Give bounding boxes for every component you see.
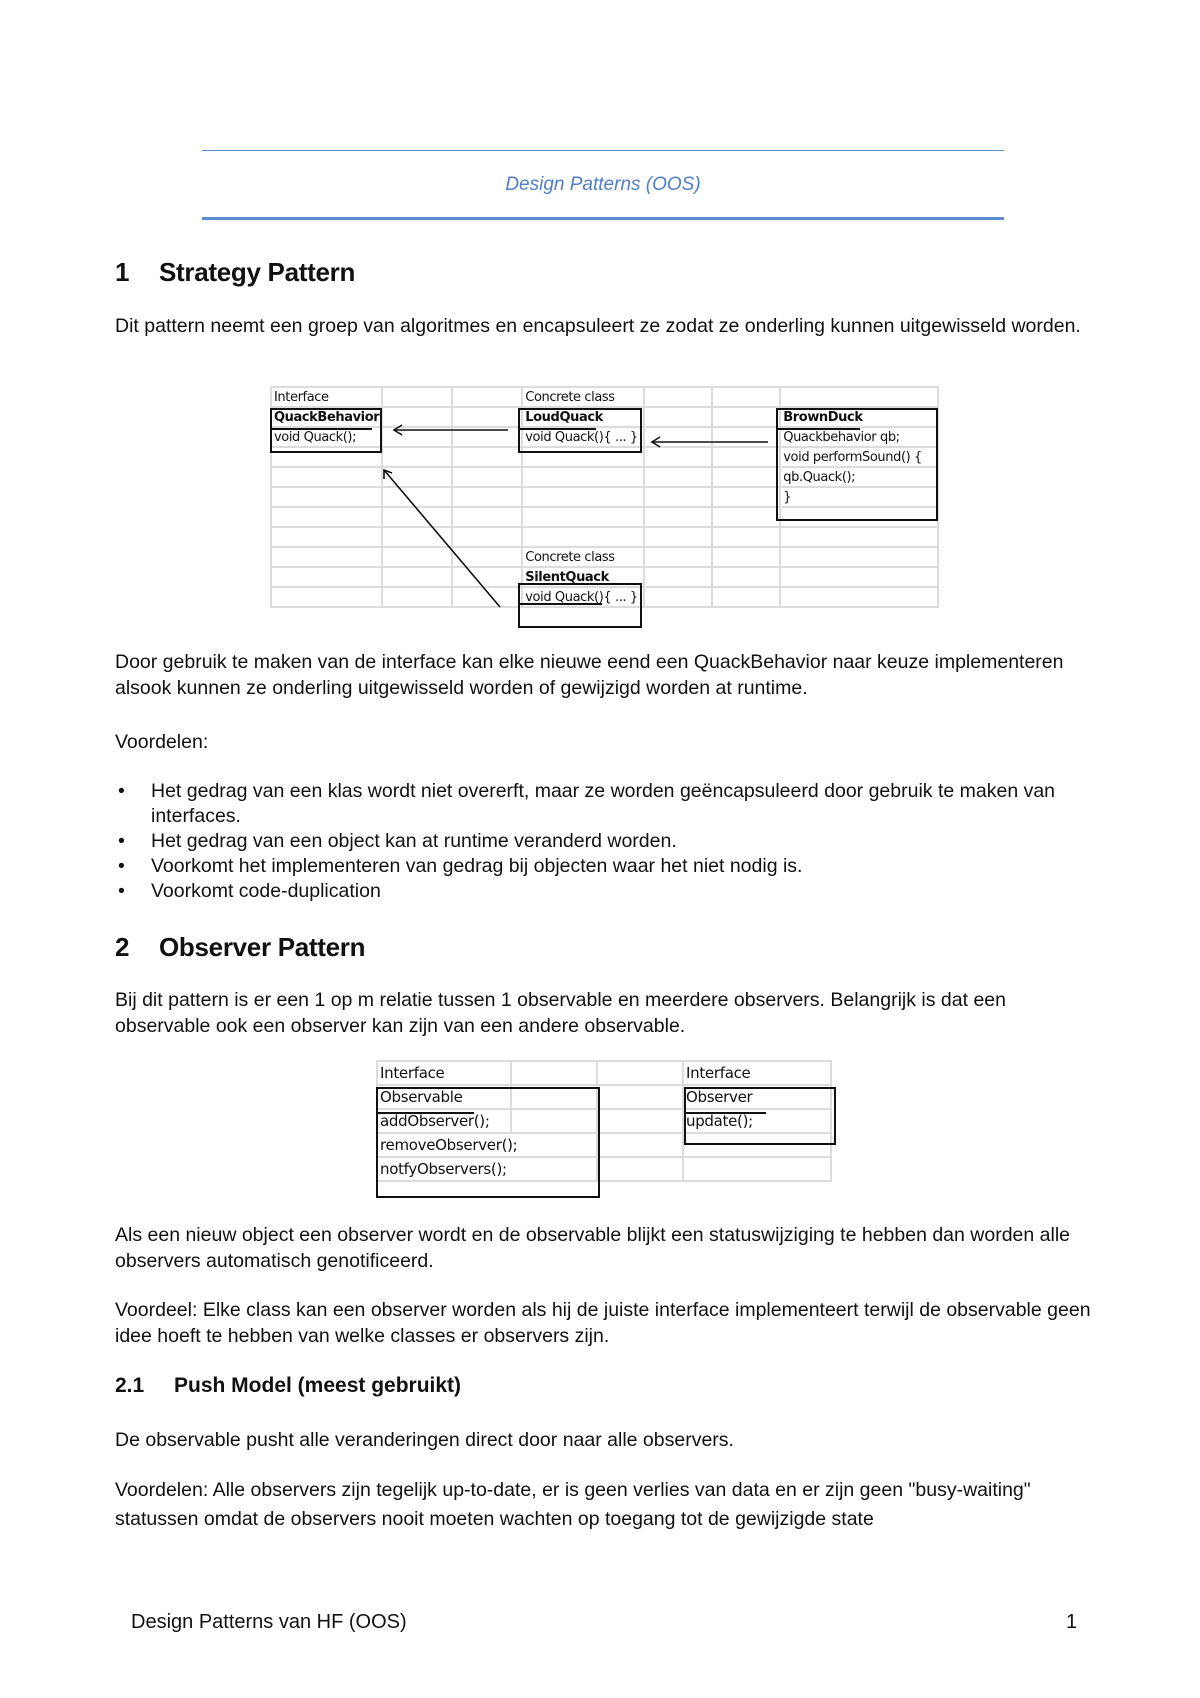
loudquack-label: Concrete class [522, 387, 644, 407]
header-rule-top [202, 150, 1004, 151]
bullet-icon: • [118, 855, 125, 877]
list-item: • Het gedrag van een object kan at runtime veranderd worden. [118, 830, 677, 852]
observable-method: notfyObservers(); [377, 1157, 597, 1181]
observer-method: update(); [683, 1109, 831, 1133]
subsection-number: 2.1 [115, 1374, 145, 1397]
list-item: • Voorkomt code-duplication [118, 880, 381, 902]
strategy-advantages-list [115, 779, 1095, 904]
brownduck-member: } [780, 487, 938, 507]
observer-underline [686, 1112, 766, 1114]
brownduck-name: BrownDuck [780, 407, 938, 427]
section-heading-strategy [115, 257, 355, 288]
observable-method: addObserver(); [377, 1109, 511, 1133]
observable-label: Interface [377, 1061, 511, 1085]
push-model-text: De observable pusht alle veranderingen direct door naar alle observers. [115, 1429, 734, 1451]
subsection-heading-push-model [115, 1374, 461, 1398]
strategy-intro: Dit pattern neemt een groep van algoritmes en encapsuleert ze zodat ze onderling kunnen uitgewisseld worden. [115, 315, 1081, 337]
section-title: Observer Pattern [159, 932, 366, 962]
observer-advantage: Voordeel: Elke class kan een observer worden als hij de juiste interface implementeert terwijl de observable geen idee hoeft te hebben van welke classes er observers zijn. [115, 1299, 1091, 1347]
silentquack-method: void Quack(){ ... } [522, 587, 644, 607]
brownduck-member: qb.Quack(); [780, 467, 938, 487]
list-item: • Het gedrag van een klas wordt niet overerft, maar ze worden geëncapsuleerd door gebruik te maken van interfaces. [118, 780, 1056, 827]
strategy-diagram [270, 386, 939, 608]
footer-text: Design Patterns van HF (OOS) [131, 1611, 407, 1633]
loudquack-method: void Quack(){ ... } [522, 427, 644, 447]
header-title: Design Patterns (OOS) [505, 174, 701, 195]
strategy-explanation: Door gebruik te maken van de interface kan elke nieuwe eend een QuackBehavior naar keuze implementeren alsook kunnen ze onderling uitgewisseld worden of gewijzigd worden at runtime. [115, 651, 1064, 699]
loudquack-underline [520, 428, 596, 430]
section-heading-observer [115, 932, 365, 963]
brownduck-underline [778, 428, 860, 430]
section-number: 2 [115, 932, 130, 962]
page-number: 1 [1066, 1611, 1078, 1633]
subsection-title: Push Model (meest gebruikt) [174, 1374, 462, 1397]
push-model-advantages: Voordelen: Alle observers zijn tegelijk up-to-date, er is geen verlies van data en er zijn geen "busy-waiting" statussen omdat de observers nooit moeten wachten op toegang tot de gewijzigde state [115, 1479, 1031, 1530]
observer-intro: Bij dit pattern is er een 1 op m relatie tussen 1 observable en meerdere observers. Belangrijk is dat een observable ook een observer kan zijn van een andere observable. [115, 989, 1006, 1037]
bullet-icon: • [118, 830, 125, 852]
observable-underline [378, 1112, 474, 1114]
silentquack-name: SilentQuack [522, 567, 644, 587]
brownduck-member: void performSound() { [780, 447, 938, 467]
list-item: • Voorkomt het implementeren van gedrag bij objecten waar het niet nodig is. [118, 855, 803, 877]
section-title: Strategy Pattern [159, 257, 356, 287]
observer-diagram [376, 1060, 832, 1182]
advantages-label: Voordelen: [115, 731, 209, 753]
observer-explanation: Als een nieuw object een observer wordt en de observable blijkt een statuswijziging te hebben dan worden alle observers automatisch genotificeerd. [115, 1224, 1071, 1272]
header-rule-bottom [202, 217, 1004, 220]
silentquack-label: Concrete class [522, 547, 644, 567]
loudquack-name: LoudQuack [522, 407, 644, 427]
bullet-icon: • [118, 880, 125, 902]
bullet-icon: • [118, 780, 125, 802]
quackbehavior-method: void Quack(); [271, 427, 382, 447]
quackbehavior-label: Interface [271, 387, 382, 407]
brownduck-member: Quackbehavior qb; [780, 427, 938, 447]
observable-method: removeObserver(); [377, 1133, 597, 1157]
quackbehavior-underline [272, 428, 372, 430]
observable-name: Observable [377, 1085, 511, 1109]
quackbehavior-name: QuackBehavior [271, 407, 382, 427]
observer-label: Interface [683, 1061, 831, 1085]
observer-name: Observer [683, 1085, 831, 1109]
silentquack-underline [520, 603, 602, 605]
section-number: 1 [115, 257, 130, 287]
